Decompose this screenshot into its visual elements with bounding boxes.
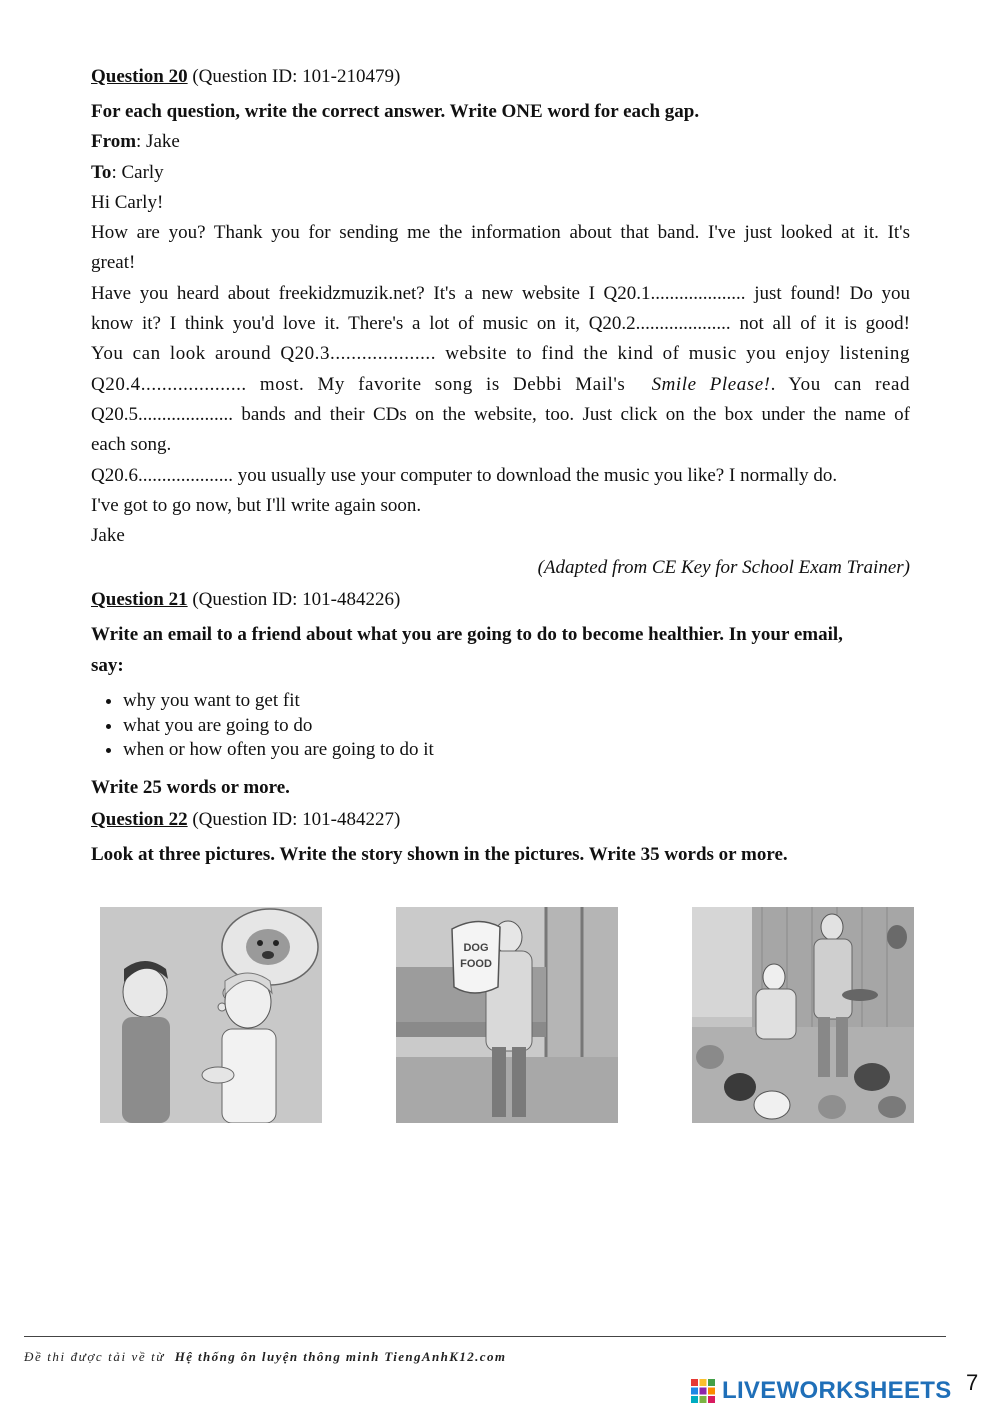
- question-22-instruction: Look at three pictures. Write the story shown in the pictures. Write 35 words or more.: [91, 843, 788, 865]
- question-21-id: (Question ID: 101-484226): [192, 589, 401, 611]
- email-paragraph-2-line-5: Q20.5.................... bands and their CDs on the website, too. Just click on the box under the name of: [91, 403, 910, 425]
- question-20-id: (Question ID: 101-210479): [192, 66, 401, 87]
- email-closing: I've got to go now, but I'll write again soon.: [91, 494, 422, 516]
- liveworksheets-wordmark: LIVEWORKSHEETS: [722, 1377, 952, 1404]
- to-value: : Carly: [111, 161, 164, 183]
- to-label: To: [91, 161, 112, 183]
- question-20-number: Question 20: [91, 66, 188, 87]
- from-label: From: [91, 131, 137, 153]
- email-paragraph-2-line-3: You can look around Q20.3.................... website to find the kind of music you enjoy listening: [91, 343, 910, 365]
- email-paragraph-2-line-1: Have you heard about freekidzmuzik.net? It's a new website I Q20.1.................... just found! Do you: [91, 282, 910, 304]
- question-21-instruction-line-2: say:: [91, 654, 124, 676]
- picture-man-carrying-dog-food: [396, 907, 618, 1123]
- footer-divider: [24, 1336, 946, 1337]
- footer-prefix: Đề thi được tải về từ: [24, 1349, 165, 1364]
- question-21-instruction-line-1: Write an email to a friend about what you are going to do to become healthier. In your email,: [91, 624, 843, 646]
- page-number: 7: [966, 1370, 979, 1395]
- footer-system: Hệ thống ôn luyện thông minh TiengAnhK12.com: [174, 1349, 507, 1364]
- question-22-header: [91, 805, 910, 835]
- email-from: [91, 127, 910, 157]
- liveworksheets-grid-icon: [690, 1378, 716, 1404]
- dog-food-bag-label: DOG: [463, 942, 489, 954]
- question-21-number: Question 21: [91, 589, 188, 611]
- bullet-item: • what you are going to do: [123, 714, 910, 739]
- bullet-item: • why you want to get fit: [123, 689, 910, 714]
- bullet-item: • when or how often you are going to do it: [123, 738, 910, 763]
- question-21-word-count: Write 25 words or more.: [91, 776, 290, 798]
- song-title: Smile Please!: [651, 373, 771, 395]
- email-signature: Jake: [91, 525, 125, 547]
- svg-text:FOOD: FOOD: [460, 958, 492, 970]
- from-value: : Jake: [136, 131, 180, 153]
- worksheet-page: [91, 62, 910, 870]
- picture-feeding-dogs: [692, 907, 914, 1123]
- email-greeting: Hi Carly!: [91, 191, 164, 213]
- email-paragraph-3: Q20.6.................... you usually use your computer to download the music you like? I normally do.: [91, 464, 838, 486]
- question-22-id: (Question ID: 101-484227): [192, 808, 401, 830]
- email-paragraph-2-line-4: [91, 370, 910, 400]
- line-4-end: . You can read: [770, 373, 911, 395]
- question-20-header: [91, 62, 910, 92]
- question-21-bullets: [91, 689, 910, 763]
- question-20-source: (Adapted from CE Key for School Exam Trainer): [537, 557, 910, 579]
- question-21-header: [91, 585, 910, 615]
- email-paragraph-2-line-2: know it? I think you'd love it. There's a lot of music on it, Q20.2.................... not all of it is good!: [91, 313, 910, 335]
- line-4-start: Q20.4.................... most. My favorite song is Debbi Mail's: [91, 373, 626, 395]
- story-pictures: [100, 907, 915, 1125]
- picture-boys-thinking-of-dog: [100, 907, 322, 1123]
- email-paragraph-1-line-1: How are you? Thank you for sending me the information about that band. I've just looked at it. It's: [91, 222, 910, 244]
- email-to: [91, 158, 910, 188]
- footer-source-text: [24, 1349, 506, 1365]
- liveworksheets-logo: [690, 1377, 952, 1405]
- email-paragraph-2-line-6: each song.: [91, 434, 172, 456]
- question-20-instruction: For each question, write the correct answer. Write ONE word for each gap.: [91, 101, 700, 122]
- email-paragraph-1-line-2: great!: [91, 252, 136, 274]
- question-22-number: Question 22: [91, 808, 188, 830]
